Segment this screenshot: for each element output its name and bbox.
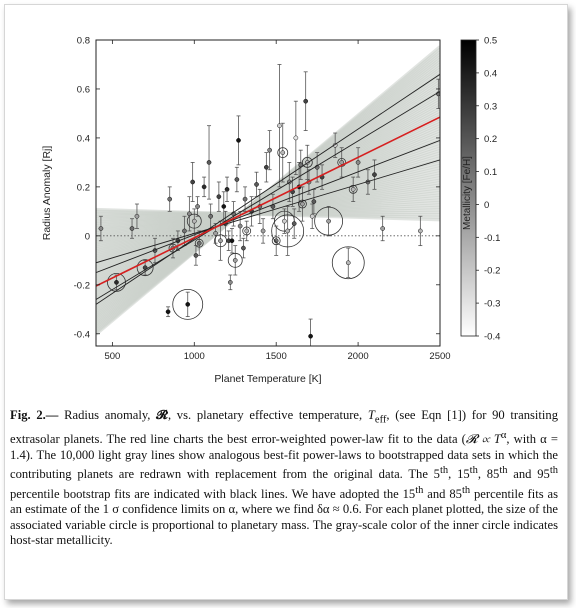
planet-point	[191, 180, 195, 184]
planet-point	[168, 197, 172, 201]
planet-point	[213, 231, 217, 235]
planet-point	[268, 148, 272, 152]
planet-point	[182, 229, 186, 233]
planet-point	[135, 214, 139, 218]
planet-point	[217, 195, 221, 199]
planet-point	[225, 187, 229, 191]
planet-point	[310, 214, 314, 218]
planet-point	[277, 124, 281, 128]
planet-point	[238, 224, 242, 228]
x-tick-label: 2000	[347, 351, 369, 362]
colorbar-tick-label: -0.4	[484, 331, 501, 343]
planet-point	[304, 99, 308, 103]
planet-point	[114, 280, 118, 284]
planet-point	[282, 219, 286, 223]
planet-point	[235, 177, 239, 181]
planet-point	[195, 204, 199, 208]
bootstrap-fits	[96, 47, 440, 335]
colorbar-tick-label: -0.2	[484, 265, 501, 277]
planet-point	[286, 229, 290, 233]
colorbar-tick-label: -0.1	[484, 232, 501, 244]
planet-point	[245, 229, 249, 233]
caption-text: percentile bootstrap fits are indicated with black lines. We have adopted the 15	[10, 486, 416, 501]
planet-point	[418, 229, 422, 233]
x-tick-label: 1000	[183, 351, 205, 362]
colorbar-tick-label: -0.3	[484, 298, 501, 310]
caption-symbol: 𝓡	[156, 408, 168, 422]
y-tick-label: 0.8	[76, 35, 90, 47]
planet-point	[346, 261, 350, 265]
planet-point	[261, 229, 265, 233]
caption-text: Radius anomaly,	[64, 408, 151, 422]
planet-point	[254, 182, 258, 186]
y-tick-label: 0	[84, 231, 90, 243]
caption-superscript: th	[439, 464, 449, 476]
planet-point	[197, 241, 201, 245]
caption-text: , 85	[477, 467, 500, 482]
planet-point	[294, 136, 298, 140]
y-tick-label: 0.4	[76, 133, 90, 145]
caption-superscript: α	[500, 429, 507, 441]
caption-text: , 15	[448, 467, 470, 482]
x-tick-label: 1500	[265, 351, 287, 362]
caption-superscript: th	[461, 484, 471, 496]
planet-point	[218, 239, 222, 243]
planet-point	[166, 310, 170, 314]
planet-point	[222, 204, 226, 208]
planet-point	[308, 334, 312, 338]
colorbar-tick-label: 0.3	[484, 101, 498, 113]
caption-text: and 85	[423, 486, 462, 501]
planet-point	[192, 219, 196, 223]
colorbar-tick-label: 0.5	[484, 35, 498, 47]
y-tick-label: 0.6	[76, 84, 90, 96]
colorbar-label: Metallicity [Fe/H]	[462, 156, 473, 230]
caption-text: , with α = 1.4). The 10,000 light gray lines show analogous best-fit power-laws to bootstrapped data sets in which the contributing planets are redrawn with replacement from the original data. The 5	[10, 432, 558, 482]
planet-point	[300, 202, 304, 206]
y-tick-label: -0.2	[73, 280, 90, 292]
planet-point	[243, 197, 247, 201]
caption-superscript: th	[499, 464, 508, 476]
planet-point	[264, 165, 268, 169]
planet-point	[327, 219, 331, 223]
planet-point	[186, 302, 190, 306]
caption-superscript: th	[549, 464, 559, 476]
x-tick-label: 500	[104, 351, 121, 362]
colorbar-tick-label: 0.1	[484, 167, 498, 179]
caption-text: and 95	[507, 467, 550, 482]
x-tick-label: 2500	[429, 351, 451, 362]
caption-text: , vs. planetary effective temperature,	[167, 408, 363, 422]
planet-point	[233, 258, 237, 262]
colorbar-tick-label: 0.2	[484, 134, 498, 146]
colorbar-tick-label: 0.4	[484, 68, 498, 80]
colorbar-tick-label: 0	[484, 199, 490, 211]
colorbar-ticks	[476, 36, 500, 343]
caption-subscript: eff	[374, 414, 387, 426]
caption-text: , (see Eqn [1]) for 90 transiting extrasolar planets. The red line charts the best error-weighted power-law fit to the data (	[10, 408, 559, 447]
x-axis-label: Planet Temperature [K]	[214, 373, 322, 385]
planet-point	[351, 187, 355, 191]
y-axis-label: Radius Anomaly [Rj]	[41, 145, 53, 241]
y-tick-label: 0.2	[76, 182, 90, 194]
planet-point	[228, 280, 232, 284]
caption-symbol: 𝓡 ∝ T	[465, 432, 501, 447]
caption-text: percentile fits as an estimate of the 1 σ confidence limits on α, where we find δα ≈ 0.6. For each planet plotted, the size of the associated variable circle is proportional to planetary mass. The gray-scale color of the inner circle indicates host-star metallicity.	[10, 486, 558, 547]
planet-point	[99, 226, 103, 230]
caption-symbol: T	[367, 408, 375, 422]
planet-point	[130, 226, 134, 230]
figure-caption	[10, 408, 558, 548]
planet-point	[236, 138, 240, 142]
planet-point	[241, 246, 245, 250]
planet-point	[312, 199, 316, 203]
planet-point	[292, 222, 296, 226]
caption-superscript: th	[415, 484, 424, 496]
caption-superscript: th	[469, 464, 478, 476]
planet-point	[356, 160, 360, 164]
y-tick-label: -0.4	[73, 329, 90, 341]
planet-point	[209, 214, 213, 218]
planet-point	[202, 185, 206, 189]
figure-label: Fig. 2.—	[10, 408, 59, 422]
planet-point	[207, 160, 211, 164]
planet-point	[381, 226, 385, 230]
planet-point	[281, 151, 285, 155]
planet-point	[372, 173, 376, 177]
planet-point	[230, 239, 234, 243]
